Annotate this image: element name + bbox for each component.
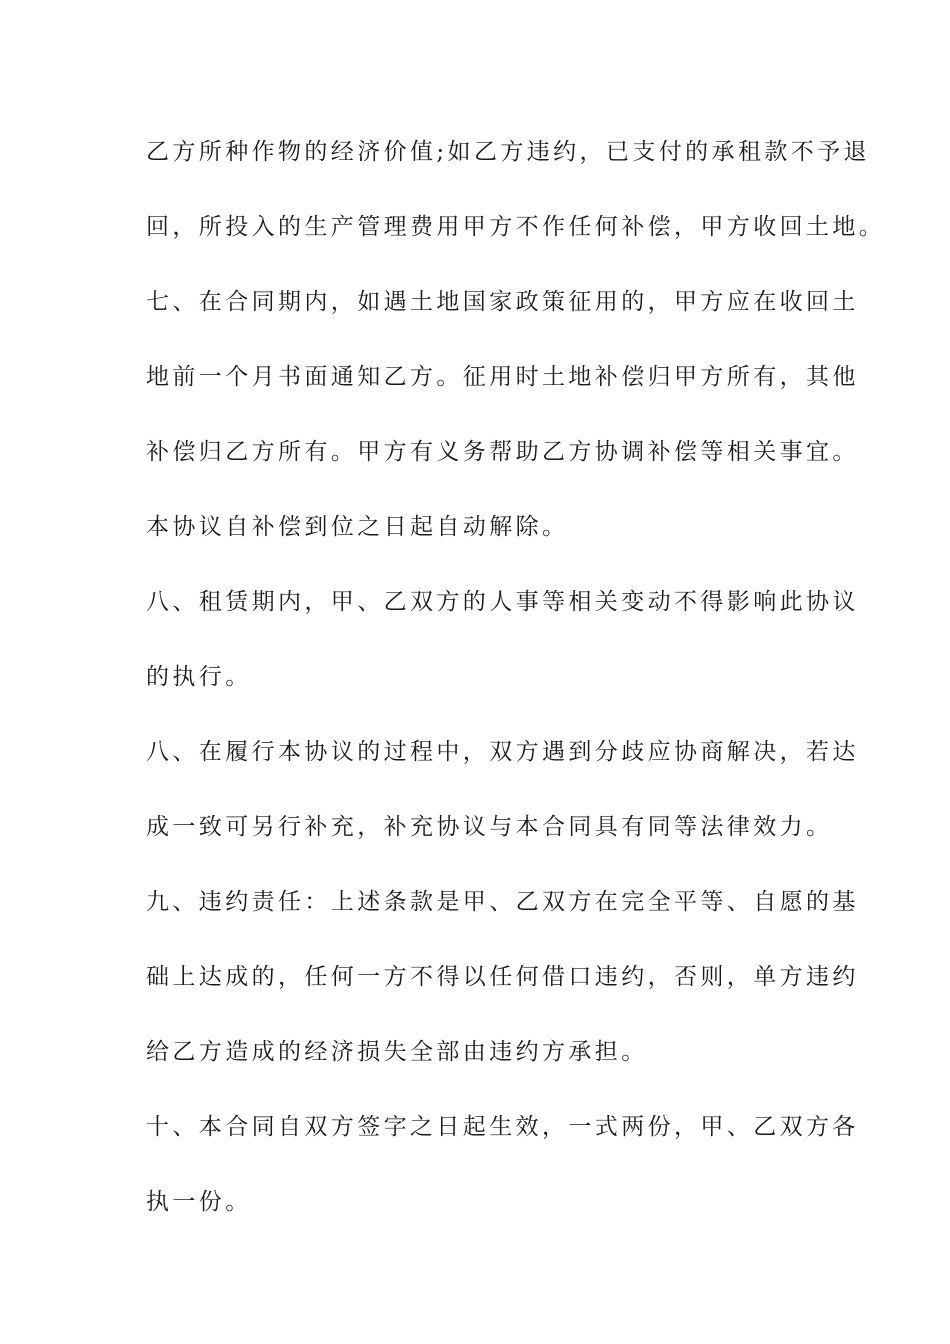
text-line: 地前一个月书面通知乙方。征用时土地补偿归甲方所有，其他 bbox=[146, 364, 859, 390]
clause-7-line: 七、在合同期内，如遇土地国家政策征用的，甲方应在收回土 bbox=[146, 289, 859, 315]
text-line: 乙方所种作物的经济价值;如乙方违约，已支付的承租款不予退 bbox=[146, 139, 870, 165]
clause-10-line: 十、本合同自双方签字之日起生效，一式两份，甲、乙双方各 bbox=[146, 1114, 859, 1140]
document-body bbox=[146, 128, 886, 1253]
text-line: 成一致可另行补充，补充协议与本合同具有同等法律效力。 bbox=[146, 814, 833, 840]
text-line: 执一份。 bbox=[146, 1189, 252, 1215]
text-line: 础上达成的，任何一方不得以任何借口违约，否则，单方违约 bbox=[146, 964, 859, 990]
text-line: 本协议自补偿到位之日起自动解除。 bbox=[146, 514, 569, 540]
text-line: 回，所投入的生产管理费用甲方不作任何补偿，甲方收回土地。 bbox=[146, 214, 886, 240]
clause-8b-line: 八、在履行本协议的过程中，双方遇到分歧应协商解决，若达 bbox=[146, 739, 859, 765]
text-line: 补偿归乙方所有。甲方有义务帮助乙方协调补偿等相关事宜。 bbox=[146, 439, 859, 465]
clause-8-line: 八、租赁期内，甲、乙双方的人事等相关变动不得影响此协议 bbox=[146, 589, 859, 615]
text-line: 的执行。 bbox=[146, 664, 252, 690]
clause-9-line: 九、违约责任：上述条款是甲、乙双方在完全平等、自愿的基 bbox=[146, 889, 859, 915]
text-line: 给乙方造成的经济损失全部由违约方承担。 bbox=[146, 1039, 648, 1065]
